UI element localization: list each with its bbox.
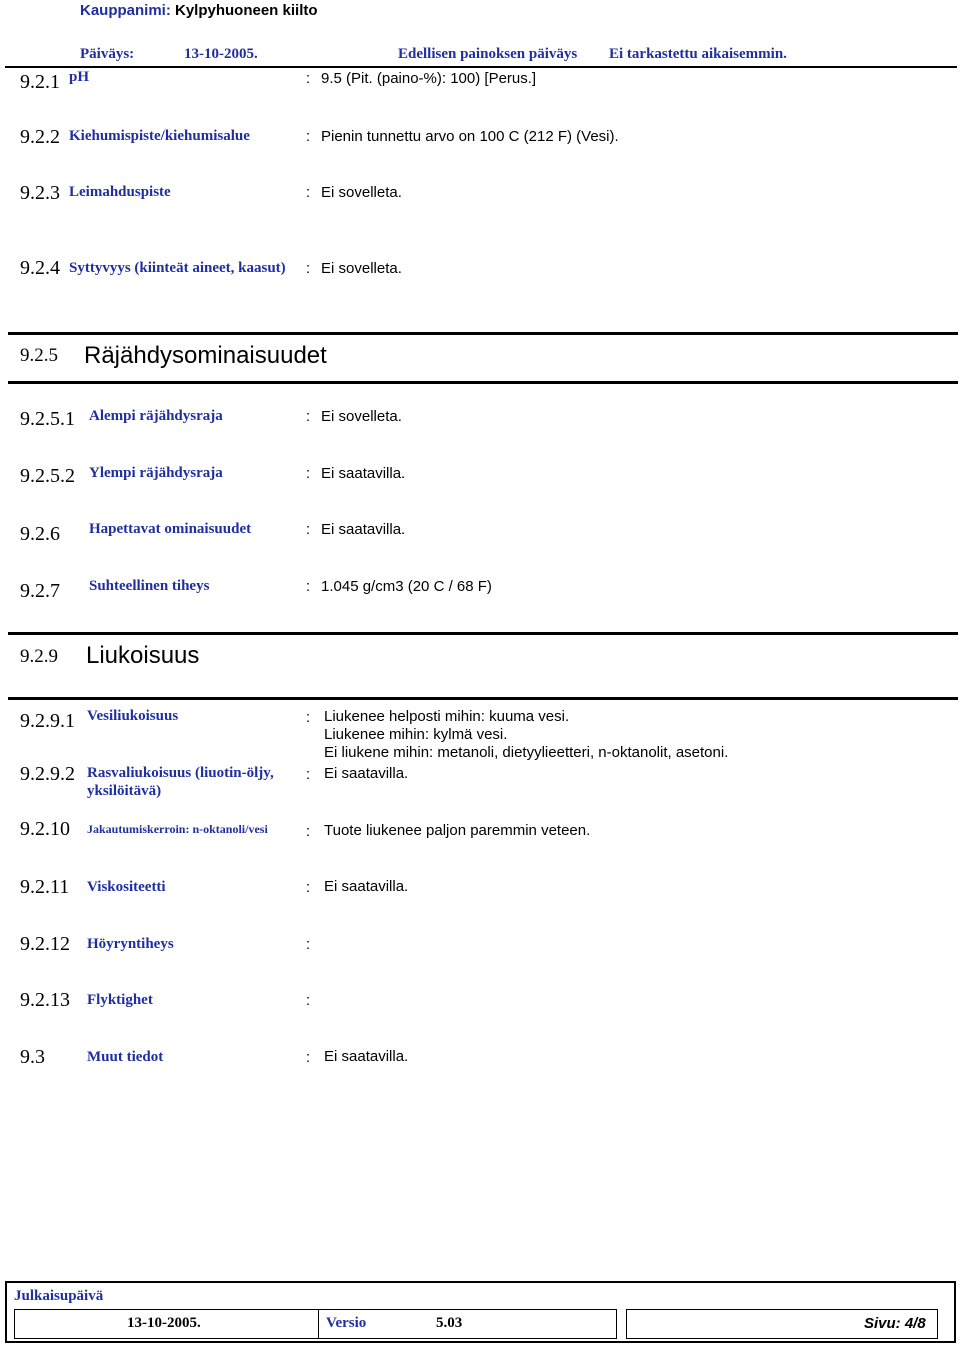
row-value: 1.045 g/cm3 (20 C / 68 F) bbox=[321, 578, 492, 595]
row-colon: : bbox=[306, 260, 311, 277]
row-value: Ei saatavilla. bbox=[324, 878, 409, 895]
section-rule bbox=[8, 332, 958, 335]
row-colon: : bbox=[306, 879, 311, 896]
row-value: Ei sovelleta. bbox=[321, 260, 402, 277]
section-rule bbox=[8, 632, 958, 635]
row-value: Pienin tunnettu arvo on 100 C (212 F) (Vesi). bbox=[321, 128, 619, 145]
row-label: Viskositeetti bbox=[87, 879, 166, 895]
row-colon: : bbox=[306, 578, 311, 595]
row-number: 9.2.9.2 bbox=[20, 763, 75, 785]
row-colon: : bbox=[306, 465, 311, 482]
release-date-label: Julkaisupäivä bbox=[14, 1288, 104, 1304]
row-value: Ei sovelleta. bbox=[321, 408, 402, 425]
row-number: 9.3 bbox=[20, 1046, 45, 1068]
row-label: Kiehumispiste/kiehumisalue bbox=[69, 128, 250, 144]
release-date-value: 13-10-2005. bbox=[127, 1315, 201, 1331]
row-value: Ei saatavilla. bbox=[324, 765, 409, 782]
row-number: 9.2.9.1 bbox=[20, 710, 75, 732]
row-colon: : bbox=[306, 992, 311, 1009]
section-number: 9.2.9 bbox=[20, 646, 58, 667]
product-name: Kylpyhuoneen kiilto bbox=[175, 2, 318, 19]
row-number: 9.2.3 bbox=[20, 182, 60, 204]
footer-cell bbox=[14, 1309, 617, 1339]
row-label: Vesiliukoisuus bbox=[87, 708, 179, 724]
row-colon: : bbox=[306, 936, 311, 953]
row-number: 9.2.11 bbox=[20, 876, 70, 898]
row-label: Muut tiedot bbox=[87, 1049, 164, 1065]
date-value: 13-10-2005. bbox=[184, 46, 258, 62]
row-number: 9.2.5.2 bbox=[20, 465, 75, 487]
row-colon: : bbox=[306, 408, 311, 425]
row-value: Ei saatavilla. bbox=[324, 1048, 409, 1065]
row-colon: : bbox=[306, 766, 311, 783]
previous-edition-value: Ei tarkastettu aikaisemmin. bbox=[609, 46, 787, 62]
version-label: Versio bbox=[326, 1315, 367, 1331]
row-label: Höyryntiheys bbox=[87, 936, 174, 952]
section-title: Räjähdysominaisuudet bbox=[84, 342, 327, 369]
water-solubility-line: Liukenee mihin: kylmä vesi. bbox=[324, 726, 508, 743]
footer-divider bbox=[318, 1309, 319, 1339]
water-solubility-line: Liukenee helposti mihin: kuuma vesi. bbox=[324, 708, 570, 725]
header-rule bbox=[5, 66, 957, 68]
row-number: 9.2.13 bbox=[20, 989, 70, 1011]
row-label: Flyktighet bbox=[87, 992, 153, 1008]
row-number: 9.2.6 bbox=[20, 523, 60, 545]
row-label: yksilöitävä) bbox=[87, 783, 162, 799]
version-value: 5.03 bbox=[436, 1315, 463, 1331]
date-label: Päiväys: bbox=[80, 46, 135, 62]
previous-edition-label: Edellisen painoksen päiväys bbox=[398, 46, 578, 62]
row-colon: : bbox=[306, 184, 311, 201]
row-label: Hapettavat ominaisuudet bbox=[89, 521, 252, 537]
row-label: Rasvaliukoisuus (liuotin-öljy, bbox=[87, 765, 274, 781]
row-label: Jakautumiskerroin: n-oktanoli/vesi bbox=[87, 822, 268, 836]
row-label: pH bbox=[69, 69, 90, 85]
row-colon: : bbox=[306, 709, 311, 726]
section-rule bbox=[8, 697, 958, 700]
row-label: Leimahduspiste bbox=[69, 184, 171, 200]
row-number: 9.2.5.1 bbox=[20, 408, 75, 430]
section-number: 9.2.5 bbox=[20, 345, 58, 366]
row-value: Ei sovelleta. bbox=[321, 184, 402, 201]
row-number: 9.2.12 bbox=[20, 933, 70, 955]
section-title: Liukoisuus bbox=[86, 642, 200, 669]
row-value: 9.5 (Pit. (paino-%): 100) [Perus.] bbox=[321, 70, 537, 87]
row-label: Ylempi räjähdysraja bbox=[89, 465, 223, 481]
row-number: 9.2.10 bbox=[20, 818, 70, 840]
row-colon: : bbox=[306, 1049, 311, 1066]
row-number: 9.2.7 bbox=[20, 580, 60, 602]
row-number: 9.2.1 bbox=[20, 71, 60, 93]
row-value: Ei saatavilla. bbox=[321, 465, 406, 482]
row-value: Tuote liukenee paljon paremmin veteen. bbox=[324, 822, 591, 839]
row-colon: : bbox=[306, 128, 311, 145]
row-label: Alempi räjähdysraja bbox=[89, 408, 223, 424]
row-colon: : bbox=[306, 70, 311, 87]
page-number: Sivu: 4/8 bbox=[864, 1315, 926, 1332]
row-label: Suhteellinen tiheys bbox=[89, 578, 210, 594]
row-value: Ei saatavilla. bbox=[321, 521, 406, 538]
water-solubility-line: Ei liukene mihin: metanoli, dietyylieetteri, n-oktanolit, asetoni. bbox=[324, 744, 729, 761]
row-label: Syttyvyys (kiinteät aineet, kaasut) bbox=[69, 260, 286, 276]
row-colon: : bbox=[306, 823, 311, 840]
row-number: 9.2.4 bbox=[20, 257, 60, 279]
row-colon: : bbox=[306, 521, 311, 538]
row-number: 9.2.2 bbox=[20, 126, 60, 148]
product-label: Kauppanimi: bbox=[80, 2, 171, 19]
section-rule bbox=[8, 381, 958, 384]
